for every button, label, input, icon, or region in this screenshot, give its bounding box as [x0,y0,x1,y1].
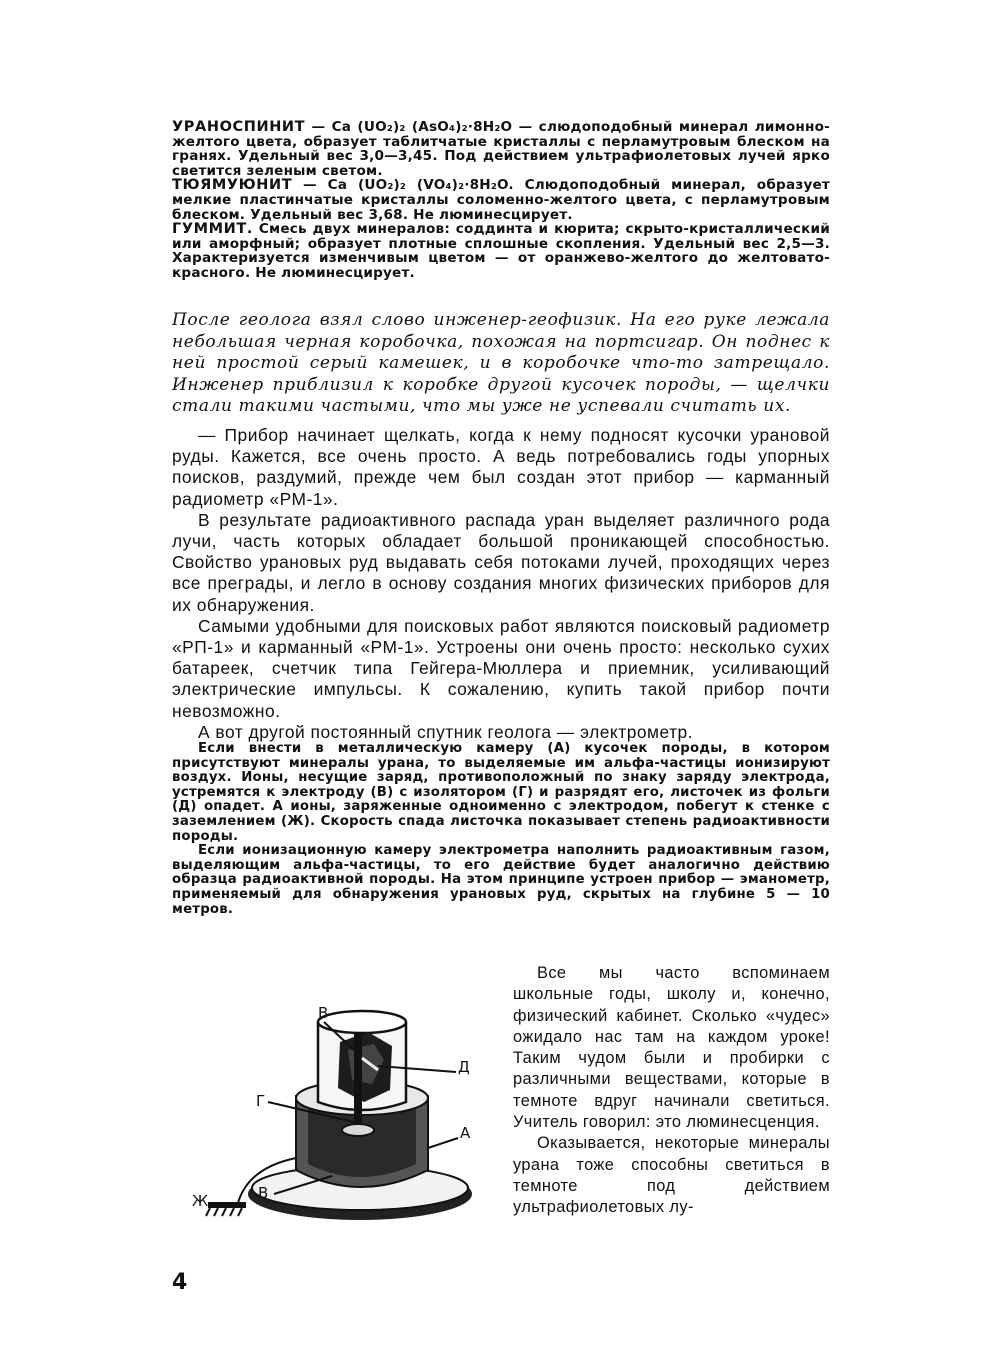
mineral-entry [172,178,830,222]
italic-paragraph: После геолога взял слово инженер-геофизик. На его руке лежала небольшая черная коробочка, похожая на портсигар. Он поднес к ней простой серый камешек, и в коробочке что-то затрещало. Инженер приблизил к коробке другой кусочек породы, — щелчки стали такими частыми, что мы уже не успевали считать их. [172,310,830,416]
insulator [342,1124,374,1136]
small-paragraph: Если внести в металлическую камеру (А) кусочек породы, в котором присутствуют минералы урана, то выделяемые им альфа-частицы ионизируют воздух. Ионы, несущие заряд, противоположный по знаку заряду электрода, устремятся к электроду (В) с изолятором (Г) и разрядят его, листочек из фольги (Д) опадет. А ионы, заряженные одноименно с электродом, побегут к стенке с заземлением (Ж). Скорость спада листочка показывает степень радиоактивности породы. [172,741,830,844]
mineral-entry [172,222,830,280]
electrometer-drawing [178,998,500,1230]
mineral-text: Смесь двух минералов: соддинта и кюрита; скрыто-кристаллический или аморфный; образует плотные сплошные скопления. Удельный вес 2,5—3. Характеризуется изменчивым цветом — от оранжево-желтого до желтовато-красного. Не люминесцирует. [172,221,830,281]
main-paragraph: — Прибор начинает щелкать, когда к нему подносят кусочки урановой руды. Кажется, все очень просто. А ведь потребовались годы упорных поисков, раздумий, прежде чем был создан этот прибор — карманный радиометр «РМ-1». [172,425,830,509]
main-paragraph: В результате радиоактивного распада уран выделяет различного рода лучи, часть которых обладает большой проникающей способностью. Свойство урановых руд выдавать себя потоками лучей, проходящих через все преграды, и легло в основу создания многих физических приборов для их обнаружения. [172,509,830,615]
mineral-entry [172,120,830,178]
electrode [354,1034,362,1126]
mineral-name: ГУММИТ. [172,221,254,238]
label-insulator: Г [256,1092,266,1110]
label-electrode-bottom: В [258,1184,269,1202]
narrative-italic [172,310,830,418]
main-paragraph: А вот другой постоянный спутник геолога — электрометр. [198,721,694,742]
label-ground: Ж [192,1192,209,1210]
electrometer-description [172,742,830,917]
mineral-text: — Ca (UO₂)₂ (AsO₄)₂·8H₂O — слюдоподобный минерал лимонно-желтого цвета, образует таблитчатые кристаллы с перламутровым блеском на гранях. Удельный вес 3,0—3,45. Под действием ультрафиолетовых лучей ярко светится зеленым светом. [172,119,830,179]
mineral-name: УРАНОСПИНИТ [172,119,306,135]
mineral-text: — Ca (UO₂)₂ (VO₄)₂·8H₂O. Слюдоподобный минерал, образует мелкие пластинчатые кристаллы соломенно-желтого цвета, с перламутровым блеском. Удельный вес 3,68. Не люминесцирует. [172,177,830,223]
main-text [172,425,830,743]
side-paragraph: Оказывается, некоторые минералы урана тоже способны светиться в темноте под действием ультрафиолетовых лу- [513,1134,830,1217]
label-foil: Д [458,1058,470,1076]
side-text [513,963,830,1219]
electrometer-figure [178,998,500,1230]
side-paragraph: Все мы часто вспоминаем школьные годы, школу и, конечно, физический кабинет. Сколько «чудес» ожидало нас там на каждом уроке! Таким чудом были и пробирки с различными веществами, которые в темноте вдруг начинали светиться. Учитель говорил: это люминесценция. [513,964,830,1132]
mineral-name: ТЮЯМУЮНИТ [172,177,293,194]
label-chamber: А [460,1124,471,1142]
label-electrode-top: В [318,1004,329,1022]
main-paragraph: Самыми удобными для поисковых работ являются поисковый радиометр «РП-1» и карманный «РМ-1». Устроены они очень просто: несколько сухих батареек, счетчик типа Гейгера-Мюллера и приемник, усиливающий электрические импульсы. К сожалению, купить такой прибор почти невозможно. [172,615,830,721]
page-number: 4 [172,1270,188,1295]
minerals-description [172,120,830,281]
small-paragraph: Если ионизационную камеру электрометра наполнить радиоактивным газом, выделяющим альфа-частицы, то его действие будет аналогично действию образца радиоактивной породы. На этом принципе устроен прибор — эманометр, применяемый для обнаружения урановых руд, скрытых на глубине 5 — 10 метров. [172,843,830,917]
